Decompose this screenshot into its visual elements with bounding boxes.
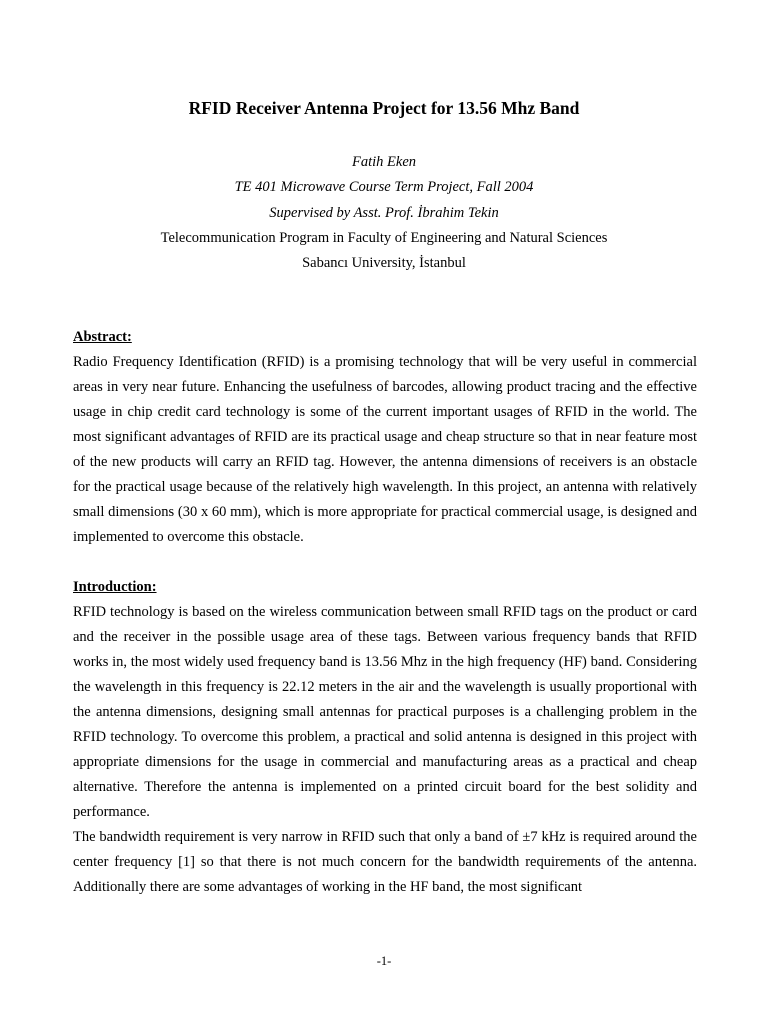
page-number: -1- — [376, 954, 392, 968]
supervisor-info: Supervised by Asst. Prof. İbrahim Tekin — [269, 204, 499, 221]
paper-title: RFID Receiver Antenna Project for 13.56 Mhz Band — [188, 98, 580, 118]
introduction-paragraph-2: The bandwidth requirement is very narrow in RFID such that only a band of ±7 kHz is required around the center frequency [1] so that there is not much concern for the bandwidth requirements of the antenna. Additionally there are some advantages of working in the HF band, the most significant — [73, 829, 697, 895]
university-info: Sabancı University, İstanbul — [302, 255, 466, 272]
author-block — [0, 150, 768, 276]
abstract-heading: Abstract: — [73, 329, 132, 345]
section-gap — [73, 550, 697, 575]
introduction-paragraph-1: RFID technology is based on the wireless communication between small RFID tags on the product or card and the receiver in the possible usage area of these tags. Between various frequency bands that RFID works in, the most widely used frequency band is 13.56 Mhz in the high frequency (HF) band. Considering the wavelength in this frequency is 22.12 meters in the air and the wavelength is usually proportional with the antenna dimensions, designing small antennas for practical purposes is a challenging problem in the RFID technology. To overcome this problem, a practical and solid antenna is designed in this project with appropriate dimensions for the usage in commercial and manufacturing areas as a practical and cheap alternative. Therefore the antenna is implemented on a printed circuit board for the best solidity and performance. — [73, 604, 697, 820]
introduction-heading: Introduction: — [73, 579, 157, 595]
program-info: Telecommunication Program in Faculty of Engineering and Natural Sciences — [160, 229, 608, 246]
author-name: Fatih Eken — [351, 154, 417, 170]
abstract-text: Radio Frequency Identification (RFID) is a promising technology that will be very useful in commercial areas in very near future. Enhancing the usefulness of barcodes, allowing product tracing and the effective usage in chip credit card technology is some of the current important usages of RFID in the world. The most significant advantages of RFID are its practical usage and cheap structure so that in near feature most of the new products will carry an RFID tag. However, the antenna dimensions of receivers is an obstacle for the practical usage because of the relatively high wavelength. In this project, an antenna with relatively small dimensions (30 x 60 mm), which is more appropriate for practical commercial usage, is designed and implemented to overcome this obstacle. — [73, 354, 697, 545]
course-info: TE 401 Microwave Course Term Project, Fall 2004 — [234, 179, 534, 196]
paper-body — [73, 325, 697, 900]
